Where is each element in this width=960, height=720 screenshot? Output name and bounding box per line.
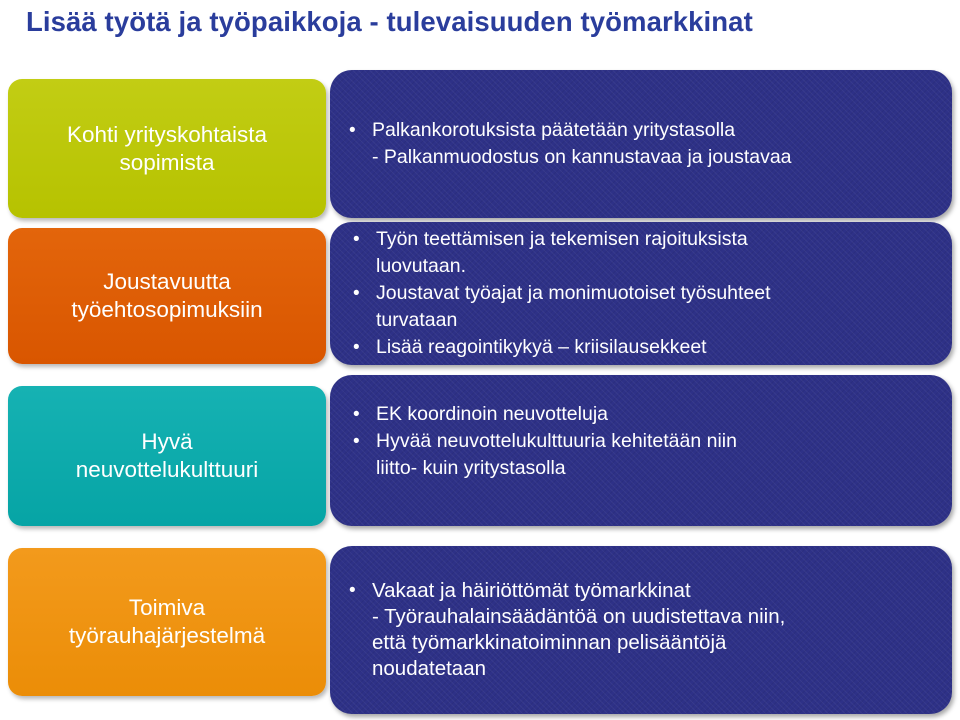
bullet-line: • Vakaat ja häiriöttömät työmarkkinat bbox=[372, 579, 691, 602]
bullet-item bbox=[376, 280, 938, 334]
content-panel-neuvottelukulttuuri bbox=[330, 375, 952, 526]
page-title: Lisää työtä ja työpaikkoja - tulevaisuuden työmarkkinat bbox=[26, 6, 753, 37]
bullet-line: - Työrauhalainsäädäntöä on uudistettava niin, bbox=[372, 605, 786, 628]
label-line: työehtosopimuksiin bbox=[71, 297, 263, 322]
bullet-item bbox=[376, 428, 938, 482]
label-line: Toimiva bbox=[128, 595, 206, 620]
label-box-neuvottelukulttuuri bbox=[8, 386, 326, 526]
label-box-joustavuutta bbox=[8, 228, 326, 364]
label-line: sopimista bbox=[119, 149, 215, 175]
label-box-tyorauha bbox=[8, 548, 326, 696]
label-box-yrityskohtainen bbox=[8, 79, 326, 218]
bullet-item bbox=[376, 334, 938, 361]
bullet-line: - Palkanmuodostus on kannustavaa ja joustavaa bbox=[372, 146, 792, 168]
label-line: Hyvä bbox=[141, 429, 193, 454]
bullet-item bbox=[376, 226, 938, 280]
bullet-item bbox=[376, 401, 938, 428]
bullet-line: • Lisää reagointikykyä – kriisilausekkeet bbox=[376, 336, 707, 358]
bullet-line: • Työn teettämisen ja tekemisen rajoituksista bbox=[376, 228, 748, 250]
bullet-line: liitto- kuin yritystasolla bbox=[376, 457, 566, 479]
label-line: Joustavuutta bbox=[103, 269, 231, 294]
bullet-item bbox=[372, 578, 938, 682]
content-panel-joustavuutta bbox=[330, 222, 952, 365]
bullet-line: että työmarkkinatoiminnan pelisääntöjä bbox=[372, 631, 727, 654]
bullet-line: • Hyvää neuvottelukulttuuria kehitetään niin bbox=[376, 430, 737, 452]
label-line: Kohti yrityskohtaista bbox=[66, 121, 268, 147]
bullet-line: • EK koordinoin neuvotteluja bbox=[376, 403, 608, 425]
label-line: neuvottelukulttuuri bbox=[75, 457, 259, 482]
bullet-line: luovutaan. bbox=[376, 255, 466, 277]
bullet-line: noudatetaan bbox=[372, 657, 487, 680]
bullet-line: turvataan bbox=[376, 309, 458, 331]
bullet-item bbox=[372, 117, 938, 171]
content-panel-yrityskohtainen bbox=[330, 70, 952, 218]
content-panel-tyorauha bbox=[330, 546, 952, 714]
label-line: työrauhajärjestelmä bbox=[68, 623, 266, 648]
bullet-line: • Palkankorotuksista päätetään yritystasolla bbox=[372, 119, 736, 141]
bullet-line: • Joustavat työajat ja monimuotoiset työsuhteet bbox=[376, 282, 771, 304]
